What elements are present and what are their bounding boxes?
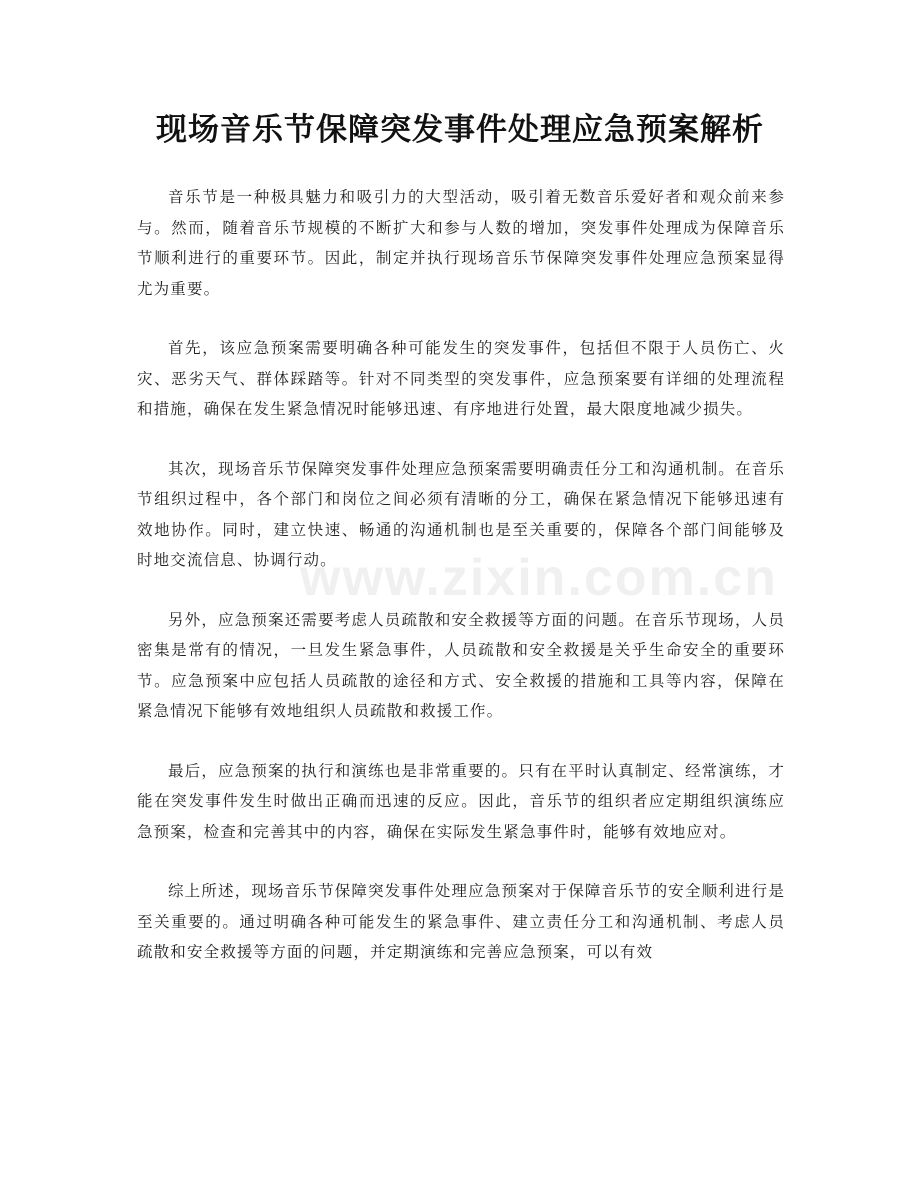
paragraph-summary: 综上所述，现场音乐节保障突发事件处理应急预案对于保障音乐节的安全顺利进行是至关重要的。通过明确各种可能发生的紧急事件、建立责任分工和沟通机制、考虑人员疏散和安全救援等方面的问题，并定期演练和完善应急预案，可以有效 <box>137 882 785 961</box>
paragraph-third: 另外，应急预案还需要考虑人员疏散和安全救援等方面的问题。在音乐节现场，人员密集是常有的情况，一旦发生紧急事件，人员疏散和安全救援是关乎生命安全的重要环节。应急预案中应包括人员疏散的途径和方式、安全救援的措施和工具等内容，保障在紧急情况下能够有效地组织人员疏散和救援工作。 <box>137 610 785 720</box>
watermark: www.zixin.com.cn <box>300 549 778 607</box>
document-body <box>137 182 785 997</box>
paragraph-last: 最后，应急预案的执行和演练也是非常重要的。只有在平时认真制定、经常演练，才能在突发事件发生时做出正确而迅速的反应。因此，音乐节的组织者应定期组织演练应急预案，检查和完善其中的内容，确保在实际发生紧急事件时，能够有效地应对。 <box>137 761 785 841</box>
paragraph-intro: 音乐节是一种极具魅力和吸引力的大型活动，吸引着无数音乐爱好者和观众前来参与。然而，随着音乐节规模的不断扩大和参与人数的增加，突发事件处理成为保障音乐节顺利进行的重要环节。因此，制定并执行现场音乐节保障突发事件处理应急预案显得尤为重要。 <box>137 188 785 298</box>
paragraph-second: 其次，现场音乐节保障突发事件处理应急预案需要明确责任分工和沟通机制。在音乐节组织过程中，各个部门和岗位之间必须有清晰的分工，确保在紧急情况下能够迅速有效地协作。同时，建立快速、畅通的沟通机制也是至关重要的，保障各个部门间能够及时地交流信息、协调行动。 <box>137 459 785 569</box>
paragraph-first: 首先，该应急预案需要明确各种可能发生的突发事件，包括但不限于人员伤亡、火灾、恶劣天气、群体踩踏等。针对不同类型的突发事件，应急预案要有详细的处理流程和措施，确保在发生紧急情况时能够迅速、有序地进行处置，最大限度地减少损失。 <box>137 339 785 418</box>
page-title: 现场音乐节保障突发事件处理应急预案解析 <box>156 112 764 148</box>
